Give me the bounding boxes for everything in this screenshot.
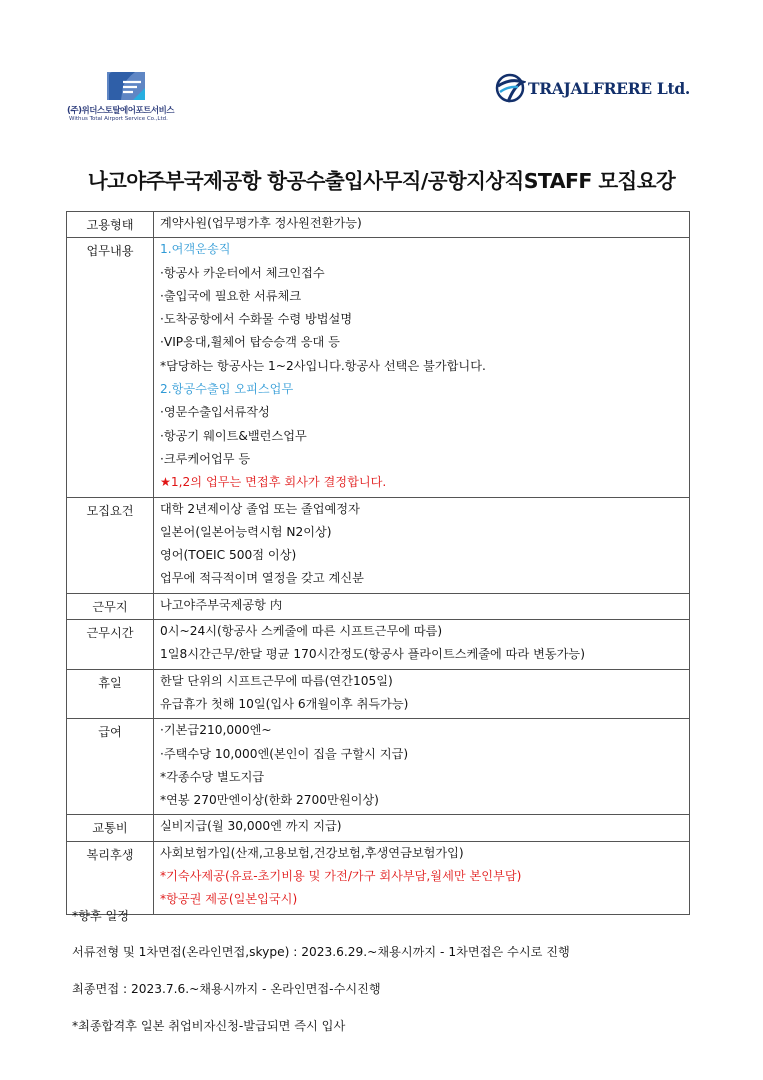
content-line: ·크루케어업무 등 <box>160 451 251 466</box>
recruitment-table-body <box>67 212 690 915</box>
row-content <box>154 719 690 815</box>
recruitment-table <box>66 211 690 915</box>
content-line: 0시~24시(항공사 스케줄에 따른 시프트근무에 따름) <box>160 624 443 639</box>
trajalfrere-logo <box>494 72 704 104</box>
content-line-blue: 1.여객운송직 <box>160 242 231 257</box>
row-label: 근무시간 <box>67 620 154 670</box>
row-content <box>154 841 690 914</box>
row-label: 휴일 <box>67 669 154 719</box>
page-title: 나고야주부국제공항 항공수출입사무직/공항지상직STAFF 모집요강 <box>87 169 676 193</box>
row-label: 업무내용 <box>67 238 154 497</box>
row-label: 급여 <box>67 719 154 815</box>
content-line: ·도착공항에서 수화물 수령 방법설명 <box>160 312 353 327</box>
content-line: ·항공기 웨이트&밸런스업무 <box>160 428 307 443</box>
row-content <box>154 497 690 593</box>
withus-logo-icon <box>107 70 145 102</box>
content-line: 대학 2년제이상 졸업 또는 졸업예정자 <box>160 501 360 516</box>
row-content <box>154 669 690 719</box>
content-line-blue: 2.항공수출입 오피스업무 <box>160 382 294 397</box>
row-content <box>154 212 690 238</box>
note-visa: *최종합격후 일본 취업비자신청-발급되면 즉시 입사 <box>72 1019 346 1033</box>
row-content <box>154 593 690 619</box>
content-line-red: *기숙사제공(유료-초기비용 및 가전/가구 회사부담,월세만 본인부담) <box>160 869 522 884</box>
row-content <box>154 238 690 497</box>
row-label: 모집요건 <box>67 497 154 593</box>
row-label: 근무지 <box>67 593 154 619</box>
table-row <box>67 815 690 841</box>
withus-logo <box>67 70 197 128</box>
row-content <box>154 620 690 670</box>
withus-logo-name: (주)위더스토탈에어포트서비스 <box>67 106 175 116</box>
content-line: 일본어(일본어능력시험 N2이상) <box>160 524 332 539</box>
table-row <box>67 719 690 815</box>
content-line: ·VIP응대,휠체어 탑승승객 응대 등 <box>160 335 340 350</box>
content-line: *담당하는 항공사는 1~2사입니다.항공사 선택은 불가합니다. <box>160 358 486 373</box>
table-row <box>67 620 690 670</box>
content-line: 업무에 적극적이며 열정을 갖고 계신분 <box>160 571 364 586</box>
content-line-red: *항공권 제공(일본입국시) <box>160 892 298 907</box>
table-row <box>67 212 690 238</box>
row-label: 고용형태 <box>67 212 154 238</box>
content-line: 영어(TOEIC 500점 이상) <box>160 548 297 563</box>
content-line-red: ★1,2의 업무는 면접후 회사가 결정합니다. <box>160 475 387 490</box>
content-line: 실비지급(월 30,000엔 까지 지급) <box>160 819 342 834</box>
withus-logo-subtitle: Withus Total Airport Service Co.,Ltd. <box>69 116 168 122</box>
content-line: 1일8시간근무/한달 평균 170시간정도(항공사 플라이트스케줄에 따라 변동가능) <box>160 647 585 662</box>
content-line: 사회보험가입(산재,고용보험,건강보험,후생연금보험가입) <box>160 845 464 860</box>
content-line: 계약사원(업무평가후 정사원전환가능) <box>160 216 362 230</box>
row-label: 복리후생 <box>67 841 154 914</box>
note-final-interview: 최종면접 : 2023.7.6.~채용시까지 - 온라인면접-수시진행 <box>72 982 381 996</box>
trajalfrere-logo-name: TRAJALFRERE Ltd. <box>528 79 690 98</box>
table-row <box>67 669 690 719</box>
trajalfrere-logo-icon <box>494 72 526 104</box>
content-line: ·영문수출입서류작성 <box>160 405 270 420</box>
row-label: 교통비 <box>67 815 154 841</box>
content-line: ·항공사 카운터에서 체크인접수 <box>160 265 325 280</box>
content-line: 한달 단위의 시프트근무에 따름(연간105일) <box>160 673 393 688</box>
row-content <box>154 815 690 841</box>
content-line: 유급휴가 첫해 10일(입사 6개월이후 취득가능) <box>160 696 409 711</box>
content-line: ·기본급210,000엔~ <box>160 723 272 738</box>
table-row <box>67 238 690 497</box>
note-first-interview: 서류전형 및 1차면접(온라인면접,skype) : 2023.6.29.~채용시까지 - 1차면접은 수시로 진행 <box>72 945 570 959</box>
content-line: ·주택수당 10,000엔(본인이 집을 구할시 지급) <box>160 746 409 761</box>
table-row <box>67 593 690 619</box>
content-line: 나고야주부국제공항 内 <box>160 597 283 612</box>
table-row <box>67 497 690 593</box>
note-schedule-heading: *향후 일정 <box>72 909 130 923</box>
content-line: *각종수당 별도지급 <box>160 769 265 784</box>
content-line: *연봉 270만엔이상(한화 2700만원이상) <box>160 793 379 808</box>
content-line: ·출입국에 필요한 서류체크 <box>160 288 302 303</box>
table-row <box>67 841 690 914</box>
